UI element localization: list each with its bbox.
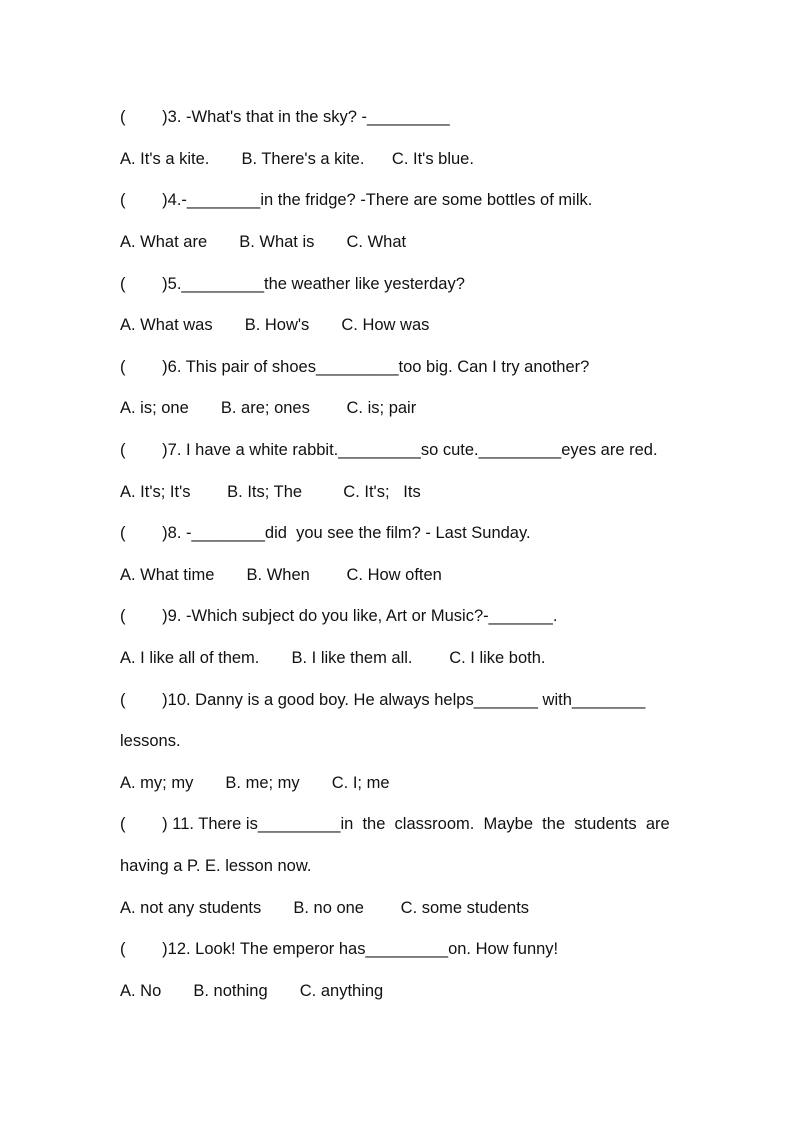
question-3-stem: ( )3. -What's that in the sky? -_________ [120, 108, 450, 126]
question-9-options: A. I like all of them. B. I like them all. C. I like both. [120, 649, 546, 667]
question-7-stem: ( )7. I have a white rabbit._________so cute._________eyes are red. [120, 441, 658, 459]
question-5-options: A. What was B. How's C. How was [120, 316, 430, 334]
question-11-stem-continued: having a P. E. lesson now. [120, 857, 312, 875]
question-10-stem: ( )10. Danny is a good boy. He always helps_______ with________ [120, 691, 646, 709]
question-4-options: A. What are B. What is C. What [120, 233, 407, 251]
question-7-options: A. It's; It's B. Its; The C. It's; Its [120, 483, 421, 501]
question-11-stem: ( ) 11. There is_________in the classroom. Maybe the students are [120, 815, 670, 833]
question-5-stem: ( )5._________the weather like yesterday? [120, 275, 465, 293]
question-6-options: A. is; one B. are; ones C. is; pair [120, 399, 417, 417]
question-8-options: A. What time B. When C. How often [120, 566, 442, 584]
question-12-options: A. No B. nothing C. anything [120, 982, 384, 1000]
question-9-stem: ( )9. -Which subject do you like, Art or Music?-_______. [120, 607, 558, 625]
question-10-options: A. my; my B. me; my C. I; me [120, 774, 390, 792]
question-4-stem: ( )4.-________in the fridge? -There are some bottles of milk. [120, 191, 593, 209]
question-10-stem-continued: lessons. [120, 732, 181, 750]
question-11-options: A. not any students B. no one C. some students [120, 899, 530, 917]
question-6-stem: ( )6. This pair of shoes_________too big. Can I try another? [120, 358, 590, 376]
question-12-stem: ( )12. Look! The emperor has_________on. How funny! [120, 940, 559, 958]
question-8-stem: ( )8. -________did you see the film? - Last Sunday. [120, 524, 531, 542]
question-3-options: A. It's a kite. B. There's a kite. C. It's blue. [120, 150, 474, 168]
